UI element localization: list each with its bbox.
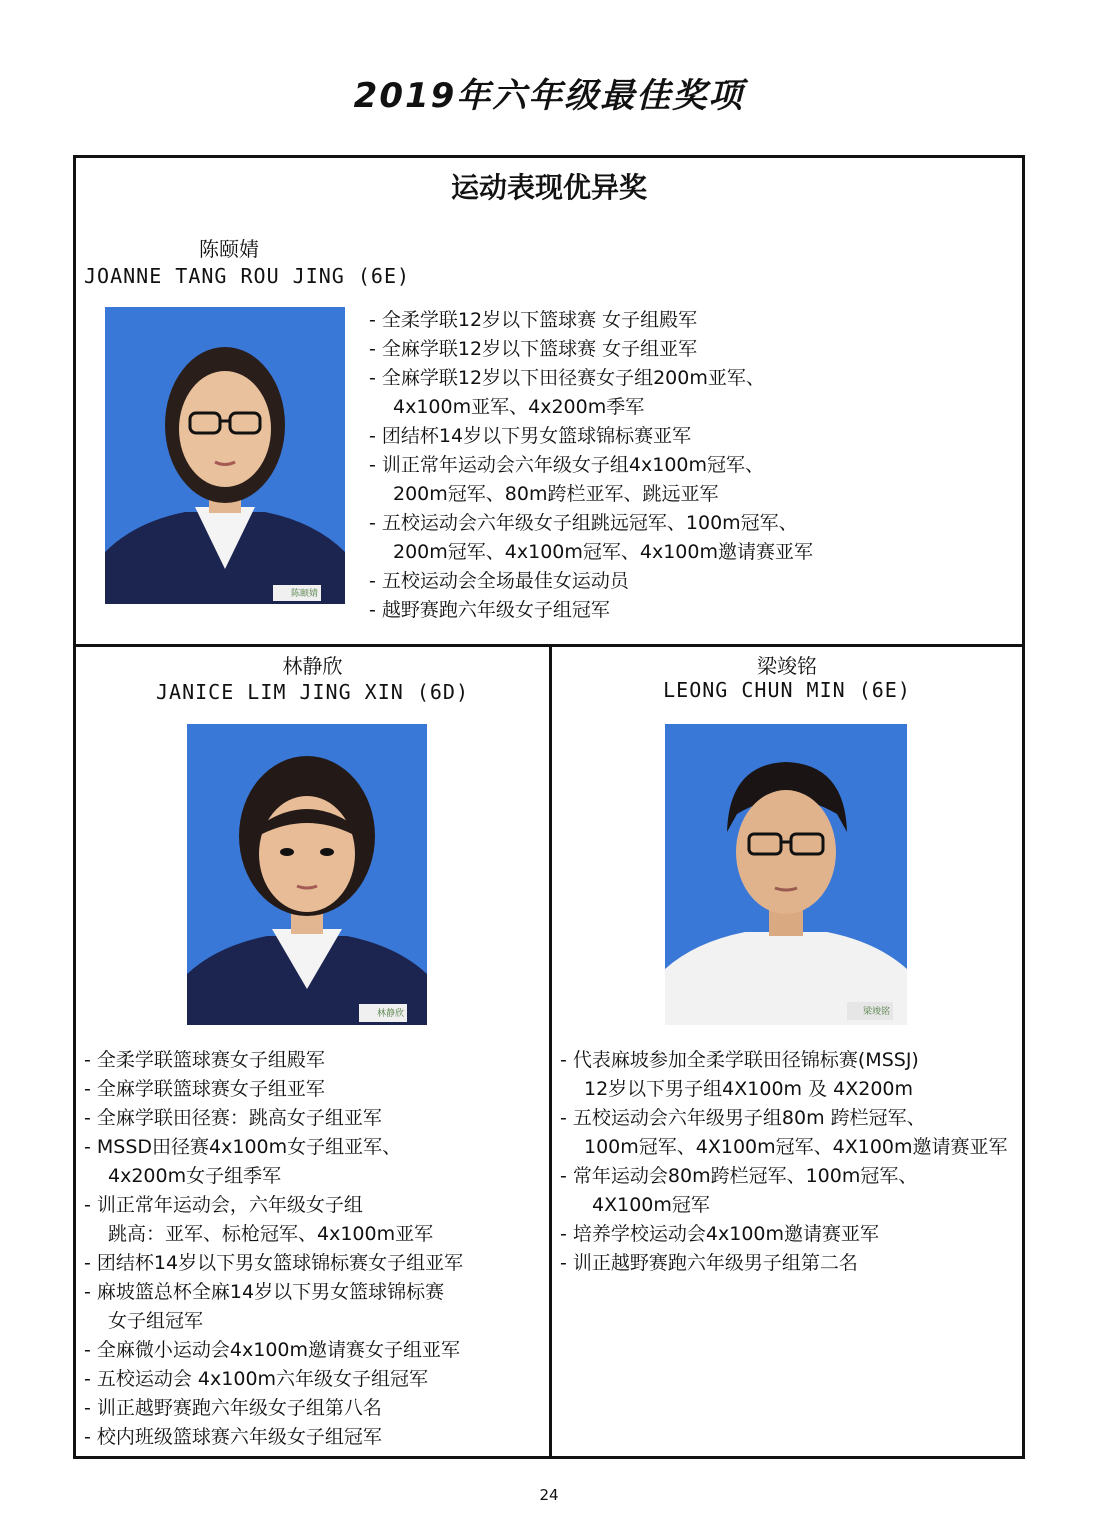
student-2-achievements (84, 1046, 463, 1452)
page-number: 24 (539, 1486, 559, 1504)
awards-frame (73, 155, 1025, 1459)
list-item: - 训正常年运动会，六年级女子组 (84, 1194, 363, 1216)
list-item: - 五校运动会 4x100m六年级女子组冠军 (84, 1368, 429, 1390)
page-title: 2019年六年级最佳奖项 (353, 76, 745, 116)
list-item: - 越野赛跑六年级女子组冠军 (369, 599, 610, 621)
list-item: - 培养学校运动会4x100m邀请赛亚军 (560, 1223, 880, 1245)
list-item: 4x200m女子组季军 (108, 1165, 282, 1187)
student-2-badge: 林静欣 (377, 1009, 405, 1019)
list-item: - 校内班级篮球赛六年级女子组冠军 (84, 1426, 382, 1448)
student-3-badge: 梁竣铭 (863, 1007, 891, 1017)
list-item: 200m冠军、80m跨栏亚军、跳远亚军 (393, 483, 719, 505)
list-item: - 全柔学联篮球赛女子组殿军 (84, 1049, 325, 1071)
list-item: - 全麻微小运动会4x100m邀请赛女子组亚军 (84, 1339, 461, 1361)
list-item: - 团结杯14岁以下男女篮球锦标赛亚军 (369, 425, 692, 447)
student-2-name-cn: 林静欣 (282, 654, 343, 678)
list-item: - 五校运动会六年级男子组80m 跨栏冠军、 (560, 1107, 926, 1129)
list-item: 跳高：亚军、标枪冠军、4x100m亚军 (108, 1223, 434, 1245)
list-item: 12岁以下男子组4X100m 及 4X200m (584, 1078, 914, 1100)
list-item: 女子组冠军 (108, 1310, 204, 1332)
list-item: - 全麻学联12岁以下篮球赛 女子组亚军 (369, 338, 698, 360)
student-1-name-cn: 陈颐婧 (199, 237, 259, 261)
list-item: - MSSD田径赛4x100m女子组亚军、 (84, 1136, 402, 1158)
list-item: - 麻坡篮总杯全麻14岁以下男女篮球锦标赛 (84, 1281, 445, 1303)
list-item: 4x100m亚军、4x200m季军 (393, 396, 645, 418)
student-3-photo (665, 724, 907, 1025)
list-item: - 五校运动会六年级女子组跳远冠军、100m冠军、 (369, 512, 798, 534)
list-item: - 训正常年运动会六年级女子组4x100m冠军、 (369, 454, 765, 476)
vertical-divider (549, 644, 552, 1459)
list-item: 200m冠军、4x100m冠军、4x100m邀请赛亚军 (393, 541, 813, 563)
student-2-name-en: JANICE LIM JING XIN (6D) (156, 680, 469, 704)
list-item: - 五校运动会全场最佳女运动员 (369, 570, 629, 592)
list-item: - 全麻学联12岁以下田径赛女子组200m亚军、 (369, 367, 765, 389)
list-item: - 全麻学联田径赛：跳高女子组亚军 (84, 1107, 382, 1129)
student-1-name-en: JOANNE TANG ROU JING (6E) (84, 264, 411, 288)
section-title: 运动表现优异奖 (450, 171, 647, 204)
list-item: - 常年运动会80m跨栏冠军、100m冠军、 (560, 1165, 918, 1187)
student-2-photo (187, 724, 427, 1025)
student-3-achievements (560, 1046, 1008, 1278)
list-item: - 代表麻坡参加全柔学联田径锦标赛(MSSJ) (560, 1049, 919, 1071)
student-1-badge: 陈颐婧 (291, 589, 319, 599)
student-3-name-en: LEONG CHUN MIN (6E) (663, 678, 911, 702)
student-1-photo (105, 307, 345, 604)
list-item: - 全柔学联12岁以下篮球赛 女子组殿军 (369, 309, 698, 331)
student-3-name-cn: 梁竣铭 (757, 654, 817, 678)
list-item: 4X100m冠军 (592, 1194, 710, 1216)
list-item: - 训正越野赛跑六年级女子组第八名 (84, 1397, 382, 1419)
student-1-achievements (369, 306, 813, 625)
list-item: - 训正越野赛跑六年级男子组第二名 (560, 1252, 858, 1274)
list-item: 100m冠军、4X100m冠军、4X100m邀请赛亚军 (584, 1136, 1008, 1158)
list-item: - 全麻学联篮球赛女子组亚军 (84, 1078, 325, 1100)
list-item: - 团结杯14岁以下男女篮球锦标赛女子组亚军 (84, 1252, 464, 1274)
